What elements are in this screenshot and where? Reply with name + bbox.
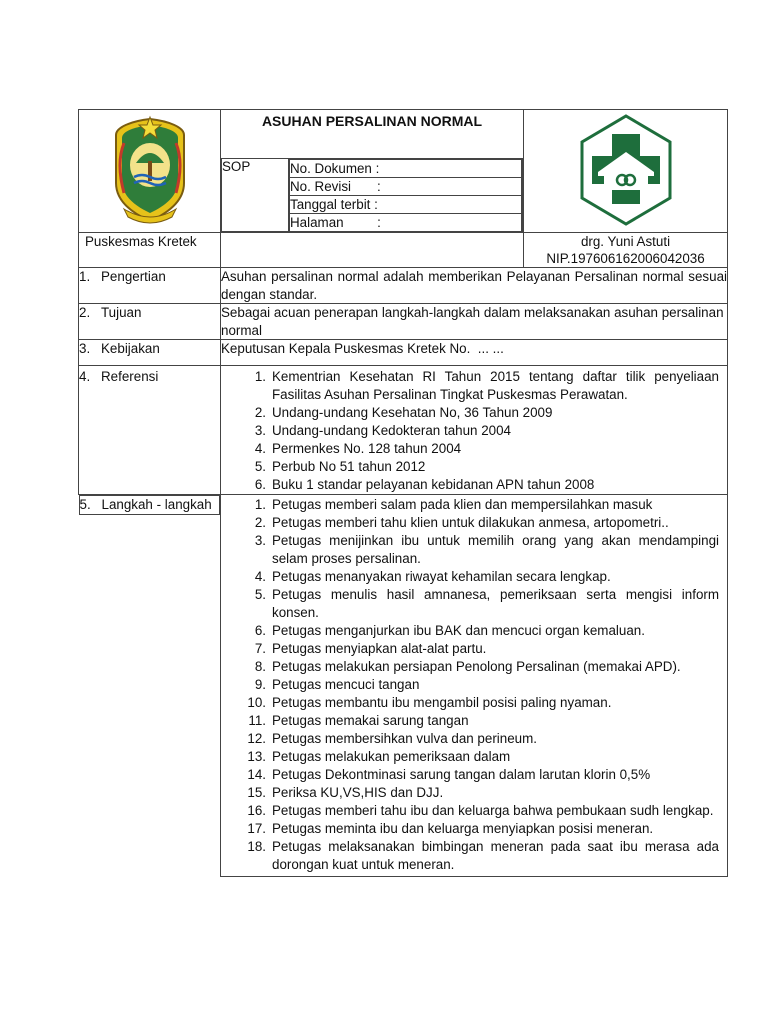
referensi-item-number: 6.: [254, 477, 266, 492]
langkah-item-number: 1.: [254, 497, 266, 512]
referensi-item: [221, 440, 719, 458]
document-title: ASUHAN PERSALINAN NORMAL: [261, 113, 483, 129]
langkah-item-number: 11.: [248, 713, 266, 728]
langkah-item: [221, 640, 719, 658]
langkah-item-number: 14.: [247, 767, 266, 782]
signer-block: [524, 233, 728, 268]
langkah-item: [221, 658, 719, 676]
referensi-item: [221, 458, 719, 476]
referensi-item: [221, 368, 719, 404]
section-label-tujuan: 2. Tujuan: [79, 304, 221, 340]
referensi-item-number: 4.: [254, 441, 266, 456]
langkah-item: [221, 586, 719, 622]
sop-meta: [221, 158, 523, 232]
langkah-item-number: 18.: [247, 839, 266, 854]
langkah-item-number: 4.: [254, 569, 266, 584]
langkah-item-text: Petugas memberi salam pada klien dan mempersilahkan masuk: [272, 497, 653, 512]
langkah-item-text: Petugas membersihkan vulva dan perineum.: [272, 731, 537, 746]
langkah-item-text: Petugas melakukan pemeriksaan dalam: [272, 749, 511, 764]
referensi-item-number: 2.: [254, 405, 266, 420]
puskesmas-logo-cell: [524, 110, 728, 233]
langkah-item-text: Periksa KU,VS,HIS dan DJJ.: [272, 785, 444, 800]
section-label-referensi: 4. Referensi: [79, 366, 221, 495]
langkah-item: [221, 676, 719, 694]
langkah-item-text: Petugas menanyakan riwayat kehamilan secara lengkap.: [272, 569, 611, 584]
referensi-item: [221, 476, 719, 494]
section-label-kebijakan: 3. Kebijakan: [79, 340, 221, 366]
langkah-item-number: 9.: [254, 677, 266, 692]
sop-label: SOP: [222, 159, 289, 232]
langkah-item-text: Petugas Dekontminasi sarung tangan dalam larutan klorin 0,5%: [272, 767, 651, 782]
sop-table: [78, 109, 728, 877]
field-no-revisi: No. Revisi :: [290, 178, 522, 196]
field-no-dokumen: No. Dokumen :: [290, 160, 522, 178]
langkah-item-text: Petugas memberi tahu ibu dan keluarga bahwa pembukaan sudh lengkap.: [272, 803, 714, 818]
langkah-item: [221, 802, 719, 820]
langkah-item-number: 13.: [247, 749, 266, 764]
referensi-item-text: Undang-undang Kesehatan No, 36 Tahun 2009: [272, 405, 553, 420]
signer-name: drg. Yuni Astuti: [580, 234, 671, 249]
langkah-item-number: 3.: [254, 533, 266, 548]
referensi-item-text: Perbub No 51 tahun 2012: [272, 459, 426, 474]
langkah-item: [221, 568, 719, 586]
section-text-kebijakan: Keputusan Kepala Puskesmas Kretek No. ... ...: [221, 340, 728, 366]
langkah-item-text: Petugas menganjurkan ibu BAK dan mencuci organ kemaluan.: [272, 623, 645, 638]
langkah-item-text: Petugas menyiapkan alat-alat partu.: [272, 641, 487, 656]
langkah-item-text: Petugas melaksanakan bimbingan meneran pada saat ibu merasa ada dorongan kuat untuk meneran.: [272, 839, 719, 872]
langkah-item: [221, 622, 719, 640]
section-text-tujuan: Sebagai acuan penerapan langkah-langkah dalam melaksanakan asuhan persalinan normal: [221, 304, 728, 340]
signer-nip: NIP.197606162006042036: [546, 251, 705, 266]
langkah-item: [221, 748, 719, 766]
regency-emblem-cell: [79, 110, 221, 233]
referensi-list: [221, 368, 719, 494]
langkah-item-number: 2.: [254, 515, 266, 530]
referensi-item: [221, 422, 719, 440]
langkah-item: [221, 514, 719, 532]
langkah-item-number: 15.: [247, 785, 266, 800]
referensi-item-number: 3.: [254, 423, 266, 438]
langkah-item: [221, 766, 719, 784]
langkah-item-number: 5.: [254, 587, 266, 602]
langkah-item-number: 7.: [254, 641, 266, 656]
langkah-item-number: 17.: [247, 821, 266, 836]
langkah-item-text: Petugas mencuci tangan: [272, 677, 420, 692]
section-label-langkah: 5. Langkah - langkah: [79, 495, 221, 515]
langkah-item-number: 10.: [247, 695, 266, 710]
langkah-item-text: Petugas membantu ibu mengambil posisi paling nyaman.: [272, 695, 612, 710]
langkah-item-text: Petugas menijinkan ibu untuk memilih orang yang akan mendampingi selam proses persalinan.: [272, 533, 719, 566]
title-cell: [221, 110, 524, 233]
referensi-item-number: 5.: [254, 459, 266, 474]
langkah-item-text: Petugas memberi tahu klien untuk dilakukan anmesa, artopometri..: [272, 515, 669, 530]
langkah-item-text: Petugas memakai sarung tangan: [272, 713, 469, 728]
langkah-list-cell: [221, 495, 728, 877]
referensi-item-text: Permenkes No. 128 tahun 2004: [272, 441, 462, 456]
langkah-item: [221, 820, 719, 838]
referensi-item-text: Undang-undang Kedokteran tahun 2004: [272, 423, 511, 438]
referensi-item-text: Kementrian Kesehatan RI Tahun 2015 tentang daftar tilik penyeliaan Fasilitas Asuhan Persalinan Tingkat Puskesmas Perawatan.: [272, 369, 719, 402]
langkah-item: [221, 784, 719, 802]
langkah-item-number: 16.: [247, 803, 266, 818]
langkah-item-text: Petugas menulis hasil amnanesa, pemeriksaan serta mengisi inform konsen.: [272, 587, 719, 620]
langkah-item-number: 8.: [254, 659, 266, 674]
sop-document: [78, 109, 727, 877]
langkah-item-number: 12.: [247, 731, 266, 746]
regency-emblem-icon: [110, 113, 190, 227]
langkah-item: [221, 712, 719, 730]
langkah-item-text: Petugas meminta ibu dan keluarga menyiapkan posisi meneran.: [272, 821, 654, 836]
referensi-list-cell: [221, 366, 728, 495]
referensi-item-text: Buku 1 standar pelayanan kebidanan APN tahun 2008: [272, 477, 595, 492]
langkah-list: [221, 496, 719, 874]
sop-fields: [289, 159, 522, 231]
section-label-pengertian: 1. Pengertian: [79, 268, 221, 304]
langkah-item: [221, 694, 719, 712]
puskesmas-logo-icon: [578, 114, 674, 226]
field-tanggal-terbit: Tanggal terbit :: [290, 196, 522, 214]
langkah-item: [221, 532, 719, 568]
field-halaman: Halaman :: [290, 214, 522, 232]
referensi-item: [221, 404, 719, 422]
unit-spacer: [221, 233, 524, 268]
langkah-item-text: Petugas melakukan persiapan Penolong Persalinan (memakai APD).: [272, 659, 681, 674]
langkah-item: [221, 838, 719, 874]
section-text-pengertian: Asuhan persalinan normal adalah memberikan Pelayanan Persalinan normal sesuai dengan standar.: [221, 269, 727, 302]
langkah-item-number: 6.: [254, 623, 266, 638]
referensi-item-number: 1.: [254, 369, 266, 384]
langkah-item: [221, 730, 719, 748]
unit-name: Puskesmas Kretek: [79, 233, 221, 268]
langkah-item: [221, 496, 719, 514]
